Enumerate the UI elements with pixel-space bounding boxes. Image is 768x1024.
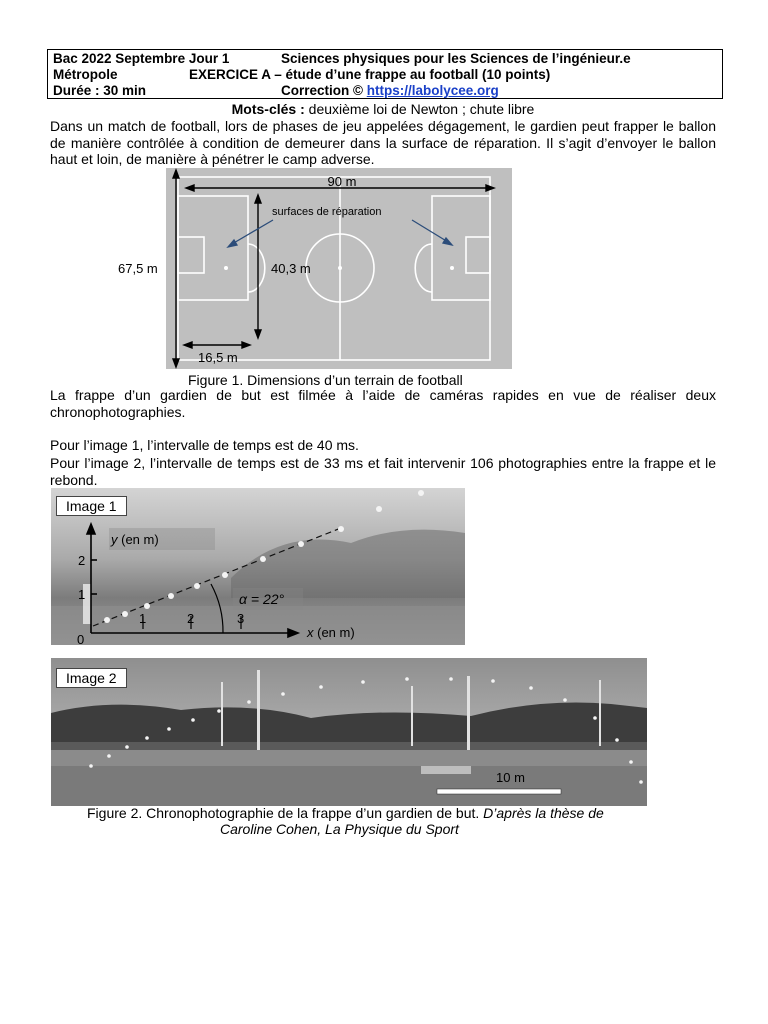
intro-paragraph: Dans un match de football, lors de phases de jeu appelées dégagement, le gardien peut frapper le ballon de manière contrôlée à condition de demeurer dans la surface de réparation. Il s’agit d’envoyer le ballon haut et loin, de manière à pénétrer le camp adverse. [50,118,716,167]
launch-angle-label: α = 22° [239,591,285,607]
penalty-box-depth-label: 16,5 m [198,350,238,365]
header-correction-label: Correction © [281,83,363,98]
figure2-source-line1: D’après la thèse de [483,805,604,821]
y-axis-unit: (en m) [121,532,159,547]
y-axis-variable: y [111,532,118,547]
labolycee-link[interactable]: https://labolycee.org [366,83,499,98]
y-tick-label: 2 [78,553,86,568]
field-width-label: 67,5 m [118,261,158,276]
header-exercise-title: EXERCICE A – étude d’une frappe au football (10 points) [189,67,551,82]
penalty-box-width-label: 40,3 m [271,261,311,276]
svg-text:y (en m) [110,532,159,547]
figure1-caption: Figure 1. Dimensions d’un terrain de football [188,372,463,388]
image1-interval-text: Pour l’image 1, l’intervalle de temps est de 40 ms. [50,437,359,453]
cameras-paragraph: La frappe d’un gardien de but est filmée à l’aide de caméras rapides en vue de réaliser deux chronophotographies. [50,387,716,420]
image2-chronophotograph [51,658,647,806]
scale-bar-label: 10 m [496,770,525,785]
image2-label: Image 2 [56,668,127,688]
x-axis-unit: (en m) [317,625,355,640]
svg-text:x (en m) [306,625,355,640]
header-location: Métropole [53,67,118,82]
keywords-text: deuxième loi de Newton ; chute libre [308,101,535,117]
image1-label: Image 1 [56,496,127,516]
header-subject: Sciences physiques pour les Sciences de l’ingénieur.e [281,51,631,66]
x-axis-variable: x [307,625,314,640]
field-length-label: 90 m [327,174,357,189]
header-exam-name: Bac 2022 Septembre Jour 1 [53,51,230,66]
x-tick-label: 1 [139,611,147,626]
keywords-line [50,101,716,118]
figure1-field-diagram [110,167,520,372]
axis-origin: 0 [77,632,85,645]
y-tick-label: 1 [78,587,86,602]
header-correction [281,83,499,99]
figure2-caption-main: Figure 2. Chronophotographie de la frappe d’un gardien de but. [87,805,480,821]
image2-interval-text: Pour l’image 2, l’intervalle de temps est de 33 ms et fait intervenir 106 photographies entre la frappe et le rebond. [50,455,716,488]
header-duration: Durée : 30 min [53,83,147,98]
keywords-label: Mots-clés : [231,101,305,117]
x-tick-label: 2 [187,611,195,626]
x-tick-label: 3 [237,611,245,626]
penalty-area-annotation: surfaces de réparation [272,206,382,218]
figure2-caption [87,805,707,821]
exam-header [47,49,723,99]
figure2-source-line2: Caroline Cohen, La Physique du Sport [220,821,459,837]
